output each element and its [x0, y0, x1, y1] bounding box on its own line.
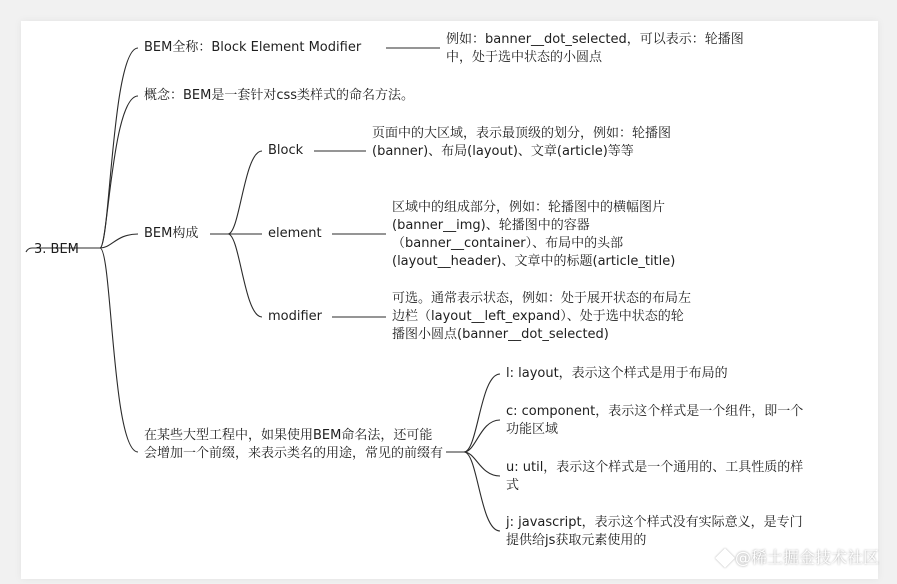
- node-prefix-c: c: component，表示这个样式是一个组件，即一个功能区域: [506, 404, 804, 437]
- root-node: 3. BEM: [34, 242, 79, 257]
- node-fullname: BEM全称：Block Element Modifier: [144, 40, 362, 55]
- node-concept: 概念：BEM是一套针对css类样式的命名方法。: [144, 88, 415, 103]
- juejin-logo-icon: [715, 548, 735, 568]
- node-prefix-u: u: util，表示这个样式是一个通用的、工具性质的样式: [506, 460, 804, 493]
- note-block: 页面中的大区域，表示最顶级的划分，例如：轮播图(banner)、布局(layout)、文章(article)等等: [372, 126, 672, 159]
- watermark-text: @稀土掘金技术社区: [735, 548, 880, 567]
- node-element: element: [268, 226, 322, 241]
- note-element: 区域中的组成部分，例如：轮播图中的横幅图片(banner__img)、轮播图中的容器（banner__container）、布局中的头部(layout__header)、文章中的标题(article_title): [392, 200, 676, 269]
- note-fullname: 例如：banner__dot_selected，可以表示：轮播图中，处于选中状态的小圆点: [446, 32, 744, 65]
- watermark: [718, 545, 879, 568]
- node-prefix-l: l: layout，表示这个样式是用于布局的: [506, 366, 728, 381]
- node-prefix: 在某些大型工程中，如果使用BEM命名法，还可能会增加一个前缀，来表示类名的用途，常见的前缀有: [144, 428, 444, 461]
- node-modifier: modifier: [268, 309, 323, 324]
- note-modifier: 可选。通常表示状态，例如：处于展开状态的布局左边栏（layout__left_expand）、处于选中状态的轮播图小圆点(banner__dot_selected): [392, 291, 692, 342]
- node-prefix-j: j: javascript，表示这个样式没有实际意义，是专门提供给js获取元素使用的: [506, 515, 803, 548]
- node-structure: BEM构成: [144, 226, 199, 241]
- node-block: Block: [268, 143, 304, 158]
